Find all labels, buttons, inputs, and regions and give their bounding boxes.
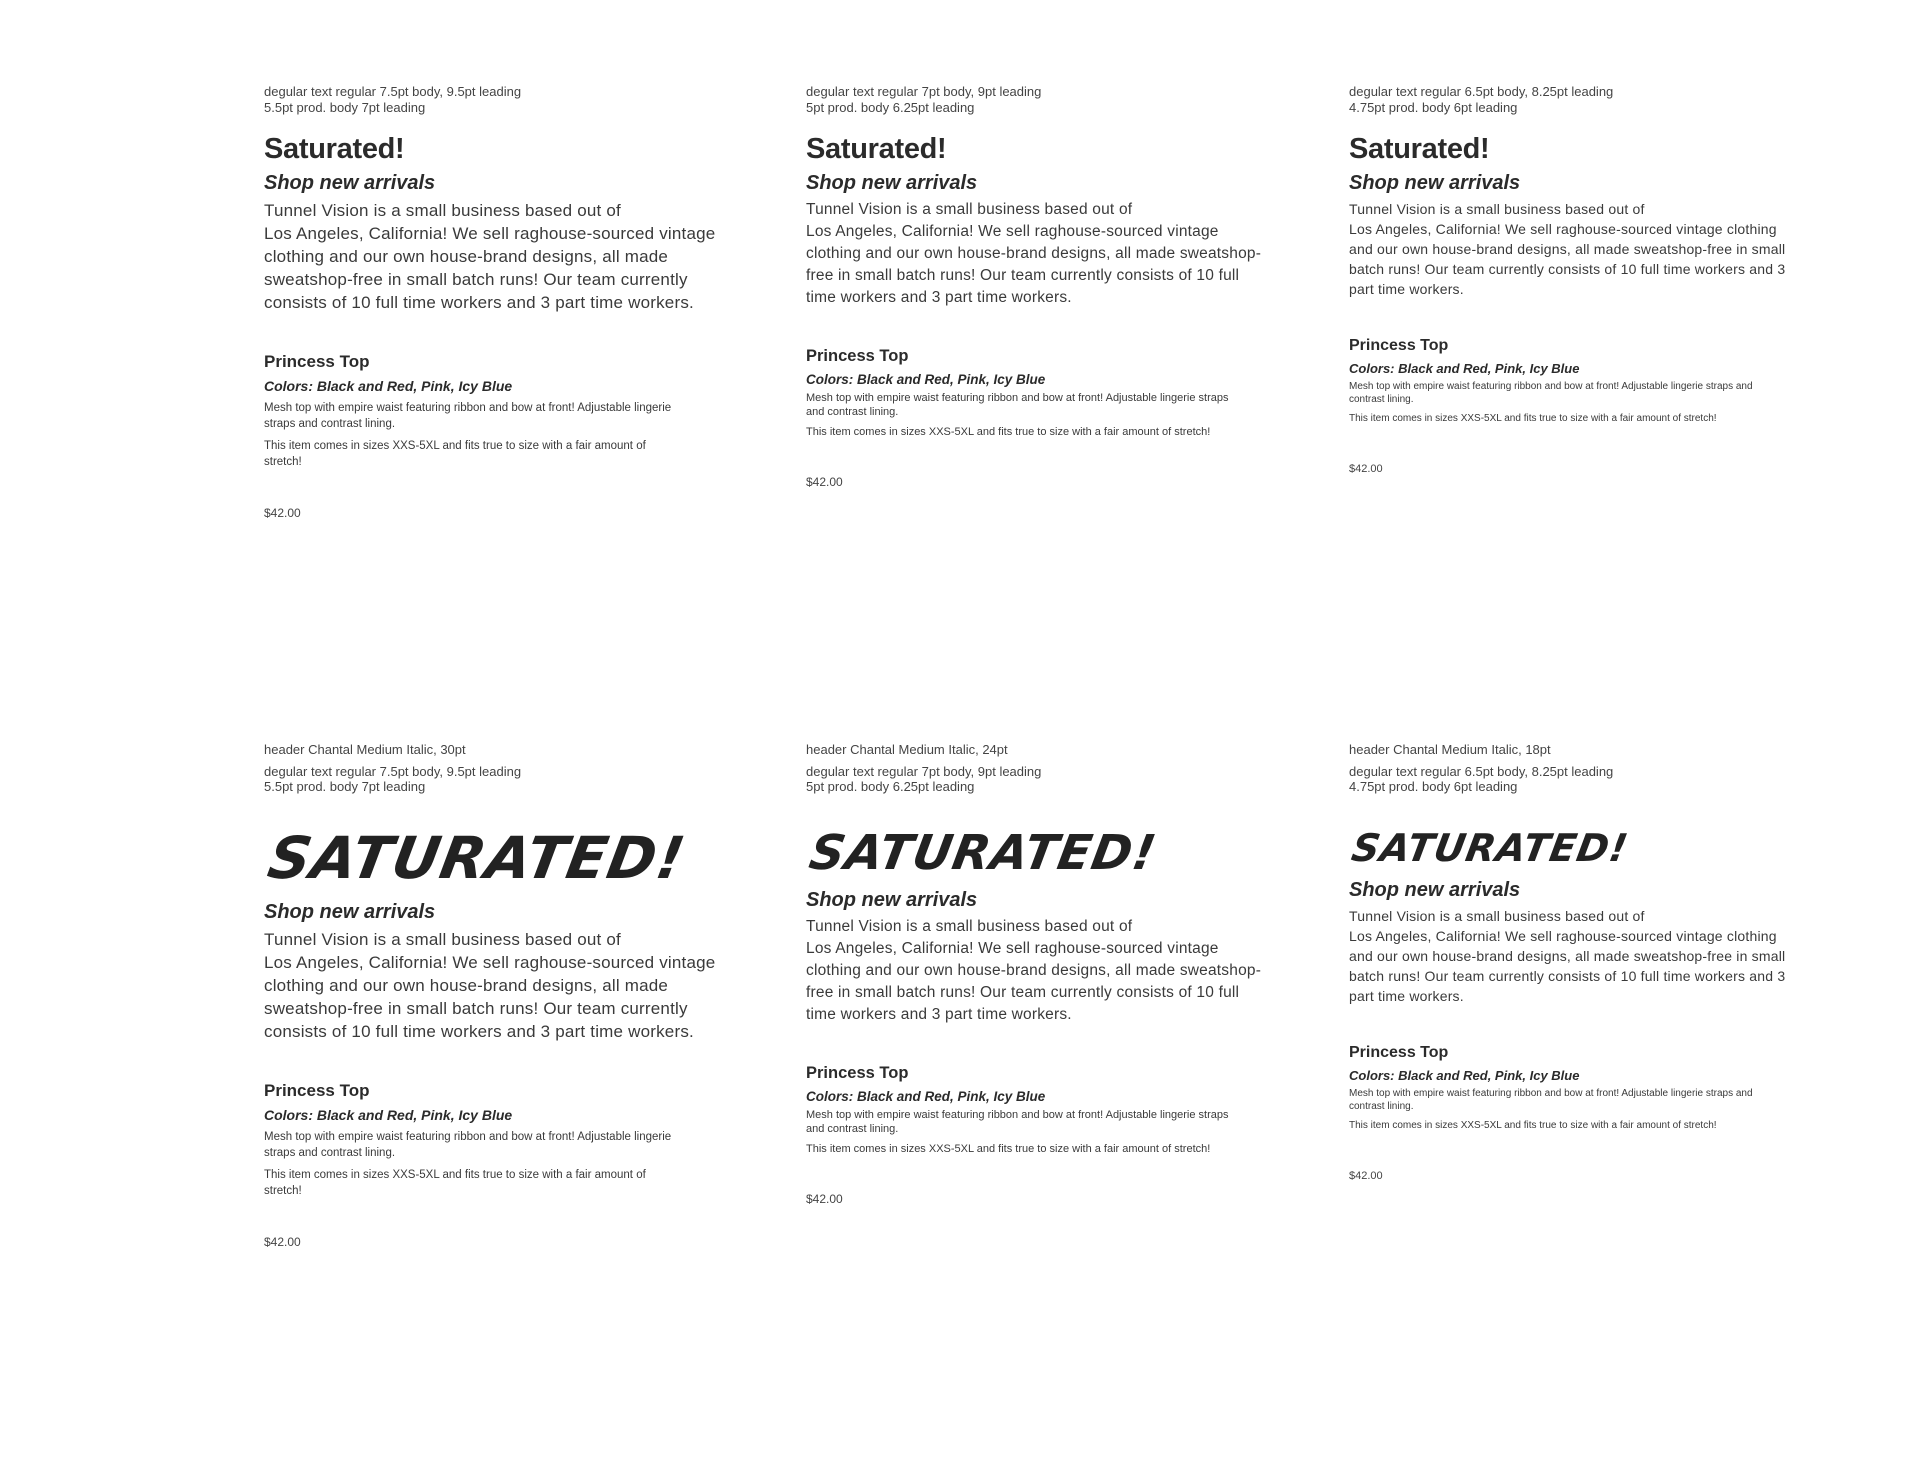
product-price: $42.00 [1349,463,1383,476]
spec-line-header: header Chantal Medium Italic, 24pt [806,742,1008,757]
product-price: $42.00 [264,1234,301,1249]
product-colors: Colors: Black and Red, Pink, Icy Blue [806,372,1046,388]
product-description: Mesh top with empire waist featuring ribbon and bow at front! Adjustable lingerie straps and contrast lining. [264,402,672,431]
subheading: Shop new arrivals [1349,878,1521,901]
product-price: $42.00 [806,475,843,490]
intro-paragraph: Tunnel Vision is a small business based out of Los Angeles, California! We sell raghouse-sourced vintage clothing and our own house-brand designs, all made sweatshop-free in small batch runs! Our team currently consists of 10 full time workers and 3 part time workers. [264,201,716,313]
intro-paragraph: Tunnel Vision is a small business based out of Los Angeles, California! We sell raghouse-sourced vintage clothing and our own house-brand designs, all made sweatshop-free in small batch runs! Our team currently consists of 10 full time workers and 3 part time workers. [1349,201,1786,298]
product-title: Princess Top [806,347,909,366]
subheading: Shop new arrivals [264,900,436,923]
subheading: Shop new arrivals [1349,172,1521,195]
product-title: Princess Top [264,1080,370,1100]
headline: Saturated! [264,133,405,166]
headline: Saturated! [806,133,947,166]
spec-line-body: degular text regular 6.5pt body, 8.25pt leading [1349,763,1614,779]
spec-line-body: degular text regular 7.5pt body, 9.5pt leading [264,763,522,779]
subheading: Shop new arrivals [264,172,436,195]
product-description: Mesh top with empire waist featuring ribbon and bow at front! Adjustable lingerie straps and contrast lining. [806,392,1229,419]
specimen-card-small [1349,84,1869,475]
product-title: Princess Top [806,1063,909,1082]
spec-line-prod: 5pt prod. body 6.25pt leading [806,99,975,115]
product-description: Mesh top with empire waist featuring ribbon and bow at front! Adjustable lingerie straps and contrast lining. [1349,1087,1753,1112]
headline: Saturated! [1349,133,1490,166]
brush-headline: SATURATED! [263,823,691,892]
intro-paragraph: Tunnel Vision is a small business based out of Los Angeles, California! We sell raghouse-sourced vintage clothing and our own house-brand designs, all made sweatshop- free in small batch runs! Our team currently consists of 10 full time workers and 3 part time workers. [806,917,1262,1023]
brush-headline: SATURATED! [1348,825,1632,870]
product-description: Mesh top with empire waist featuring ribbon and bow at front! Adjustable lingerie straps and contrast lining. [1349,381,1753,406]
intro-paragraph: Tunnel Vision is a small business based out of Los Angeles, California! We sell raghouse-sourced vintage clothing and our own house-brand designs, all made sweatshop- free in small batch runs! Our team currently consists of 10 full time workers and 3 part time workers. [806,201,1262,307]
product-sizing: This item comes in sizes XXS-5XL and fits true to size with a fair amount of stretch! [264,440,646,469]
product-description: Mesh top with empire waist featuring ribbon and bow at front! Adjustable lingerie straps and contrast lining. [264,1130,672,1159]
spec-line-prod: 5.5pt prod. body 7pt leading [264,99,426,115]
type-spec [1349,84,1869,115]
spec-line-prod: 5pt prod. body 6.25pt leading [806,779,975,795]
type-spec [264,742,764,795]
type-spec [264,84,764,115]
spec-line-body: degular text regular 7.5pt body, 9.5pt leading [264,84,522,99]
specimen-card-large [264,84,764,520]
subheading: Shop new arrivals [806,172,978,195]
product-price: $42.00 [1349,1169,1383,1182]
product-colors: Colors: Black and Red, Pink, Icy Blue [1349,1067,1580,1083]
spec-line-prod: 4.75pt prod. body 6pt leading [1349,779,1518,795]
specimen-card-brush-small [1349,742,1869,1182]
product-title: Princess Top [1349,337,1449,355]
product-title: Princess Top [264,352,370,372]
product-description: Mesh top with empire waist featuring ribbon and bow at front! Adjustable lingerie straps and contrast lining. [806,1108,1229,1135]
product-colors: Colors: Black and Red, Pink, Icy Blue [806,1088,1046,1104]
specimen-card-brush-large [264,742,764,1249]
product-price: $42.00 [264,506,301,521]
subheading: Shop new arrivals [806,888,978,911]
product-colors: Colors: Black and Red, Pink, Icy Blue [264,1106,513,1123]
spec-line-header: header Chantal Medium Italic, 30pt [264,742,466,757]
specimen-card-brush-medium [806,742,1306,1206]
type-spec [1349,742,1869,795]
spec-line-header: header Chantal Medium Italic, 18pt [1349,742,1551,757]
intro-paragraph: Tunnel Vision is a small business based out of Los Angeles, California! We sell raghouse-sourced vintage clothing and our own house-brand designs, all made sweatshop-free in small batch runs! Our team currently consists of 10 full time workers and 3 part time workers. [1349,907,1786,1004]
spec-line-body: degular text regular 7pt body, 9pt leading [806,84,1042,99]
product-sizing: This item comes in sizes XXS-5XL and fits true to size with a fair amount of stretch! [806,1142,1211,1155]
spec-line-body: degular text regular 7pt body, 9pt leading [806,763,1042,779]
product-title: Princess Top [1349,1043,1449,1061]
product-price: $42.00 [806,1191,843,1206]
brush-headline: SATURATED! [805,824,1161,881]
intro-paragraph: Tunnel Vision is a small business based out of Los Angeles, California! We sell raghouse-sourced vintage clothing and our own house-brand designs, all made sweatshop-free in small batch runs! Our team currently consists of 10 full time workers and 3 part time workers. [264,929,716,1041]
product-sizing: This item comes in sizes XXS-5XL and fits true to size with a fair amount of stretch! [1349,413,1717,425]
specimen-card-medium [806,84,1306,489]
product-sizing: This item comes in sizes XXS-5XL and fits true to size with a fair amount of stretch! [806,426,1211,439]
product-sizing: This item comes in sizes XXS-5XL and fits true to size with a fair amount of stretch! [264,1168,646,1197]
spec-line-body: degular text regular 6.5pt body, 8.25pt leading [1349,84,1614,99]
type-spec [806,84,1306,115]
product-colors: Colors: Black and Red, Pink, Icy Blue [264,378,513,395]
product-sizing: This item comes in sizes XXS-5XL and fits true to size with a fair amount of stretch! [1349,1119,1717,1131]
spec-line-prod: 5.5pt prod. body 7pt leading [264,779,426,795]
spec-line-prod: 4.75pt prod. body 6pt leading [1349,99,1518,115]
type-spec [806,742,1306,795]
product-colors: Colors: Black and Red, Pink, Icy Blue [1349,361,1580,377]
